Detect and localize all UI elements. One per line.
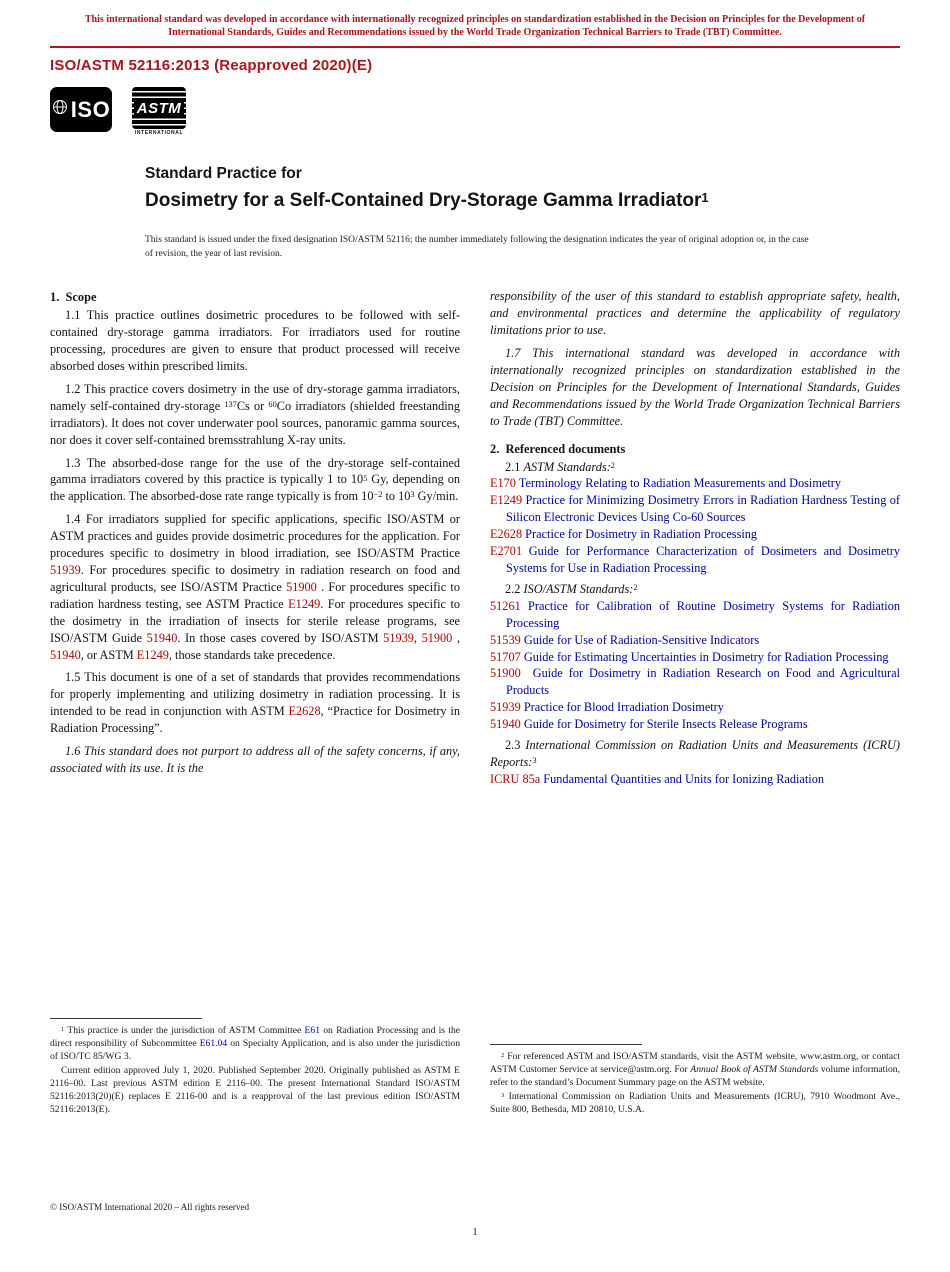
text-run: to 10 [382, 489, 411, 504]
standard-link[interactable]: Guide for Dosimetry in Radiation Research on Food and Agricultural Products [506, 666, 900, 698]
text-run: volume information, refer to the standard’s Document Summary page on the ASTM website. [490, 1064, 900, 1089]
subsection-2-1 [490, 459, 900, 476]
text-run: International Commission on Radiation Units and Measurements (ICRU), 7910 Woodmont Ave., Suite 800, Bethesda, MD 20810, U.S.A. [490, 1091, 900, 1116]
standard-link[interactable]: E61 [304, 1025, 320, 1037]
standard-link[interactable]: 51939 [383, 630, 414, 645]
left-column-spacer [50, 777, 460, 1004]
footnote-rule [490, 1044, 642, 1045]
text-run: 1.1 This practice outlines dosimetric procedures to be followed with self-contained dry-storage gamma irradiators. For irradiators used for routine processing, procedures are given to ensure that product processed will receive absorbed doses within prescribed limits. [50, 308, 460, 374]
text-run: Annual Book of ASTM Standards [690, 1064, 819, 1076]
standard-link[interactable]: 51900 [421, 630, 453, 645]
footnote-3 [490, 1090, 900, 1116]
text-run: International Commission on Radiation Units and Measurements (ICRU) Reports: [490, 738, 900, 769]
iso-logo-text: ISO [70, 96, 111, 122]
para-1-1 [50, 307, 460, 375]
text-run: 2 [501, 1052, 505, 1060]
ref-item [490, 492, 900, 526]
para-1-2 [50, 381, 460, 449]
astm-logo [130, 87, 188, 136]
logo-row [50, 87, 900, 149]
text-run: 1 [701, 189, 709, 205]
ref-item [490, 649, 900, 666]
standard-link[interactable]: 51900 [490, 666, 521, 681]
footnote-rule [50, 1018, 202, 1019]
standard-link[interactable]: E2628 [490, 527, 523, 542]
text-run: −2 [373, 490, 383, 500]
wto-notice: This international standard was developed in accordance with internationally recognized principles on standardization established in the Decision on Principles for the Development of International Standards, Guides and Recommendations issued by the World Trade Organization Technical Barriers to Trade (TBT) Committee. [84, 14, 866, 38]
standard-link[interactable]: 51707 [490, 649, 521, 664]
text-run: on Radiation Processing and is the direct responsibility of Subcommittee [50, 1025, 461, 1050]
copyright-notice: © ISO/ASTM International 2020 – All rights reserved [50, 1202, 250, 1212]
ref-item [490, 771, 900, 788]
para-1-4 [50, 511, 460, 663]
text-run: , those standards take precedence. [168, 647, 336, 662]
ref-item [490, 598, 900, 632]
text-run: 3 [532, 756, 537, 766]
text-run: 2 [610, 460, 615, 470]
ref-item [490, 475, 900, 492]
text-run: 5 [363, 473, 368, 483]
standard-link[interactable]: ICRU 85a [490, 771, 541, 786]
standard-link[interactable]: Guide for Use of Radiation-Sensitive Indicators [520, 632, 760, 647]
footnote-1 [50, 1024, 460, 1063]
ref-item [490, 665, 900, 699]
para-1-5 [50, 669, 460, 737]
footnote-1-continued [50, 1064, 460, 1116]
text-run: 1.5 This document is one of a set of standards that provides recommendations for properly implementing and utilizing dosimetry in radiation processing. It is intended to be read in conjunction with ASTM [50, 670, 460, 719]
left-column [50, 288, 460, 1116]
text-run: , “Practice for Dosimetry in Radiation Processing”. [50, 704, 460, 736]
text-run: 2 [633, 583, 638, 592]
standard-link[interactable]: E1249 [288, 596, 321, 611]
standard-link[interactable]: 51539 [490, 632, 521, 647]
text-run: responsibility of the user of this standard to establish appropriate safety, health, and environmental practices and determine the applicability of regulatory limitations prior to use. [490, 289, 900, 338]
ref-item [490, 543, 900, 577]
para-1-6-continued [490, 288, 900, 339]
standard-link[interactable]: E1249 [136, 647, 169, 662]
text-run: 2.3 [505, 738, 526, 753]
standard-link[interactable]: E2628 [288, 704, 321, 719]
text-run: Co irradiators (shielded freestanding irradiators). It does not cover underwater pool sources, panoramic gamma sources, nor does it cover self-contained bremsstrahlung X-ray units. [50, 398, 460, 447]
text-run: 2.1 [505, 459, 524, 474]
standard-designation: ISO/ASTM 52116:2013 (Reapproved 2020)(E) [50, 57, 373, 75]
ref-item [490, 526, 900, 543]
footnote-2 [490, 1050, 900, 1089]
standard-link[interactable]: Terminology Relating to Radiation Measurements and Dosimetry [515, 476, 842, 491]
two-column-body [0, 288, 950, 1116]
title-prefix: Standard Practice for [145, 165, 302, 183]
text-run: This practice is under the jurisdiction of ASTM Committee [64, 1025, 305, 1037]
standard-link[interactable]: 51940 [146, 630, 178, 645]
standard-link[interactable]: Practice for Blood Irradiation Dosimetry [520, 700, 724, 715]
iso-logo [50, 87, 112, 132]
text-run: Dosimetry for a Self-Contained Dry-Storage Gamma Irradiator [145, 190, 702, 212]
astm-seal-icon [132, 87, 186, 129]
page-number: 1 [472, 1227, 478, 1238]
text-run: Gy, depending on the application. The absorbed-dose rate range typically is from 10 [50, 472, 460, 504]
standard-link[interactable]: Guide for Dosimetry for Sterile Insects Release Programs [520, 717, 808, 732]
standard-link[interactable]: 51940 [490, 717, 521, 732]
text-run: 2.2 [505, 581, 524, 596]
text-run: . In those cases covered by ISO/ASTM [177, 630, 384, 645]
astm-logo-text: ASTM [134, 99, 185, 118]
text-run: 1.4 For irradiators supplied for specific applications, specific ISO/ASTM or ASTM practices and guides provide dosimetric procedures for the application. For procedures specific to dosimetry in blood irradiation, see ISO/ASTM Practice [50, 512, 460, 561]
text-run: 137 [224, 399, 237, 409]
header-rule [50, 46, 900, 49]
globe-icon [52, 99, 68, 120]
text-run: . For procedures specific to dosimetry in radiation research on food and agricultural products, see ISO/ASTM Practice [50, 563, 460, 594]
standard-link[interactable]: 51939 [490, 700, 521, 715]
standard-link[interactable]: E1249 [490, 493, 523, 508]
standard-link[interactable]: Practice for Minimizing Dosimetry Errors in Radiation Hardness Testing of Silicon Electronic Devices Using Co-60 Sources [506, 493, 900, 525]
ref-item [490, 699, 900, 716]
text-run: , [452, 630, 460, 645]
para-1-7 [490, 345, 900, 430]
section-2-heading: 2. Referenced documents [490, 441, 626, 456]
text-run: on Specialty Application, and is also under the jurisdiction of ISO/TC 85/WG 3. [50, 1038, 461, 1063]
text-run: 3 [410, 490, 415, 500]
text-run: For referenced ASTM and ISO/ASTM standards, visit the ASTM website, www.astm.org, or contact ASTM Customer Service at service@astm.org. For [490, 1051, 900, 1076]
ref-item [490, 716, 900, 733]
text-run: , or ASTM [80, 647, 137, 662]
section-1-heading: 1. Scope [50, 290, 97, 305]
text-run: 1.6 This standard does not purport to address all of the safety concerns, if any, associated with its use. It is the [50, 744, 460, 775]
text-run: 1.2 This practice covers dosimetry in the use of dry-storage gamma irradiators, namely self-contained dry-storage [50, 381, 460, 413]
standard-link[interactable]: 51900 [286, 579, 317, 594]
page-body [0, 0, 950, 261]
text-run: ASTM Standards: [523, 459, 611, 474]
standard-link[interactable]: E170 [490, 476, 516, 491]
text-run: Gy/min. [414, 489, 459, 504]
text-run: 1.7 This international standard was developed in accordance with internationally recognized principles on standardization established in the Decision on Principles for the Development of International Standards, Guides and Recommendations issued by the World Trade Organization Technical Barriers to Trade (TBT) Committee. [490, 346, 900, 428]
standard-link[interactable]: E61.04 [199, 1038, 228, 1050]
subsection-2-3 [490, 737, 900, 771]
standard-link[interactable]: 51940 [50, 647, 81, 662]
document-title [145, 188, 745, 213]
standard-link[interactable]: 51261 [490, 598, 521, 613]
text-run: . For procedures specific to radiation hardness testing, see ASTM Practice [50, 579, 460, 611]
para-1-3 [50, 455, 460, 506]
text-run: 3 [501, 1092, 505, 1100]
ref-item [490, 632, 900, 649]
text-run: 1.3 The absorbed-dose range for the use of the dry-storage self-contained gamma irradiators covered by this practice is typically 1 to 10 [50, 455, 460, 487]
subsection-2-2 [490, 581, 900, 598]
text-run: . For procedures specific to the dosimetry in the irradiation of insects for sterile release programs, see ISO/ASTM Guide [50, 596, 461, 645]
title-block [145, 165, 900, 261]
text-run: ISO/ASTM Standards: [523, 581, 634, 596]
para-1-6 [50, 743, 460, 777]
standard-link[interactable]: Fundamental Quantities and Units for Ionizing Radiation [540, 771, 825, 786]
standard-link[interactable]: E2701 [490, 544, 523, 559]
standard-link[interactable]: Practice for Calibration of Routine Dosimetry Systems for Radiation Processing [506, 598, 900, 630]
standard-link[interactable]: Practice for Dosimetry in Radiation Processing [522, 527, 758, 542]
text-run: 1 [61, 1026, 65, 1034]
text-run: , [413, 630, 422, 645]
astm-logo-subtext: INTERNATIONAL [134, 130, 184, 137]
text-run: Cs or [236, 398, 269, 413]
right-column [490, 288, 900, 1116]
standard-link[interactable]: Guide for Estimating Uncertainties in Dosimetry for Radiation Processing [520, 649, 889, 664]
text-run: 60 [268, 399, 277, 409]
text-run: Current edition approved July 1, 2020. Published September 2020. Originally published as ASTM E 2116–00. Last previous ASTM edition E 2116–00. The present International Standard ISO/ASTM 52116:2013(20)(E) replaces E 2116-00 and is a reapproval of the last previous edition ISO/ASTM 52116:2013(E). [50, 1065, 460, 1116]
issued-note: This standard is issued under the fixed designation ISO/ASTM 52116; the number immediately following the designation indicates the year of original adoption or, in the case of revision, the year of last revision. [145, 235, 809, 259]
standard-link[interactable]: Guide for Performance Characterization of Dosimeters and Dosimetry Systems for Use in Radiation Processing [506, 544, 900, 576]
standard-link[interactable]: 51939 [50, 563, 81, 578]
right-column-spacer [490, 788, 900, 1031]
